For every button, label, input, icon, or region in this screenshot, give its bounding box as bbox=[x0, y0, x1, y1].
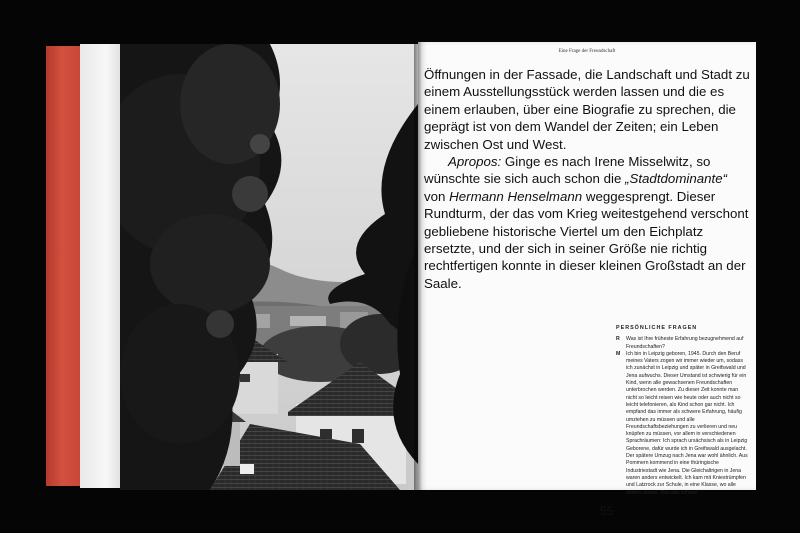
personal-questions-section bbox=[616, 325, 750, 497]
right-page bbox=[418, 42, 756, 518]
body-text bbox=[424, 66, 750, 292]
paragraph-2-part-b: von bbox=[424, 188, 450, 204]
qa-title: PERSÖNLICHE FRAGEN bbox=[616, 325, 698, 331]
answer-marker: M bbox=[616, 350, 621, 357]
answer-row bbox=[616, 351, 750, 453]
page-number: 55 bbox=[600, 504, 614, 518]
question-marker: R bbox=[616, 336, 620, 343]
architect-name: Hermann Henselmann bbox=[449, 188, 583, 204]
answer-continuation-text: Der spätere Umzug nach Jena war wohl ähnlich. Aus Pommern kommend in eine thüringische Industriestadt wie Jena. Die Gleichaltrigen in Jena waren anders entwickelt. Ich kam mit Kniestrümpfen und Latzrock zur Schule, in eine Klasse, wo alle anders waren. Das war schwer. bbox=[626, 453, 748, 496]
paragraph-2-part-a: Ginge es nach Irene Misselwitz, so wünschte sie sich auch schon die bbox=[424, 154, 711, 187]
left-page-photo bbox=[120, 44, 418, 490]
answer-continuation-row bbox=[616, 453, 750, 497]
paragraph-1: Öffnungen in der Fassade, die Landschaft und Stadt zu einem Ausstellungsstück werden lassen und die es einem erlauben, über eine Biografie zu sprechen, die geprägt ist von dem Wandel der Zeiten; ein Leben zwischen Ost und West. bbox=[424, 67, 750, 152]
running-head: Eine Frage der Freundschaft bbox=[558, 49, 616, 54]
question-text: Was ist Ihre früheste Erfahrung bezugnehmend auf Freundschaften? bbox=[626, 336, 744, 350]
stadtdominante-term: „Stadtdominante“ bbox=[625, 171, 728, 187]
page-stack-edge bbox=[80, 44, 124, 488]
paragraph-2-part-c: weggesprengt. Dieser Rundturm, der das vom Krieg weitestgehend verschont gebliebene historische Viertel um den Eichplatz ersetzte, und der sich in seiner Größe nie richtig rechtfertigen konnte in dieser kleinen Großstadt an der Saale. bbox=[424, 188, 749, 291]
bw-town-landscape-photo bbox=[120, 44, 418, 490]
question-row bbox=[616, 336, 750, 351]
apropos-lead: Apropos: bbox=[448, 154, 502, 170]
book-gutter-shadow bbox=[414, 42, 422, 490]
answer-text: Ich bin in Leipzig geboren, 1945. Durch den Beruf meines Vaters zogen wir immer wieder um, sodass ich zunächst in Leipzig und später in Greifswald und Jena aufwuchs. Dieser Umstand ist schwierig für ein Kind, wenn alle gewachsenen Freundschaften unterbrochen werden. Zu dieser Zeit konnte man nicht so leicht reisen wie heute oder auch nicht so leicht telefonieren, als Kind schon gar nicht. Ich empfand das immer als schwere Erfahrung, häufig umziehen zu müssen und alle Freundschaftsbeziehungen zu verlieren und neu knüpfen zu müssen, vor allem in verschiedenen Sprachräumen: Ich sprach ursächsisch als in Leipzig Geborene, dafür wurde ich in Greifswald ausgelacht. bbox=[626, 350, 748, 452]
paragraph-2 bbox=[424, 153, 750, 292]
